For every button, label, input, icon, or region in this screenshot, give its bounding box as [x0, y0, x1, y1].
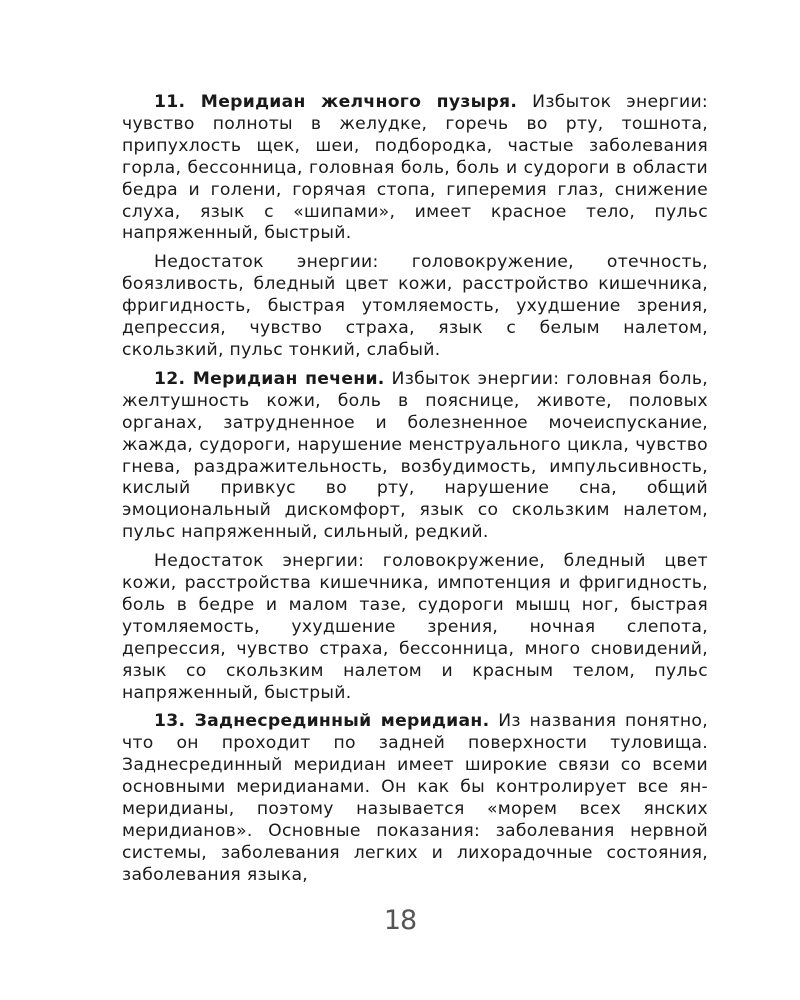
page-number: 18 [383, 905, 417, 936]
paragraph-text: Избыток энергии: головная боль, желтушность кожи, боль в пояснице, животе, половых органах, затрудненное и болезненное мочеиспускание, жажда, судороги, нарушение менструального цикла, чувство гнева, раздражительность, возбудимость, импульсивность, кислый привкус во рту, нарушение сна, общий эмоциональный дискомфорт, язык со скользким налетом, пульс напряженный, сильный, редкий. [122, 368, 709, 543]
paragraph-text: Из названия понятно, что он проходит по задней поверхности туловища. Заднесрединный меридиан имеет широкие связи со всеми основными меридианами. Он как бы контролирует все ян-меридианы, поэтому называется «морем всех янских меридианов». Основные показания: заболевания нервной системы, заболевания легких и лихорадочные состояния, заболевания языка, [122, 711, 708, 885]
paragraph-liver-deficiency [122, 551, 708, 704]
paragraph-text: Недостаток энергии: головокружение, отечность, боязливость, бледный цвет кожи, расстройство кишечника, фригидность, быстрая утомляемость, ухудшение зрения, депрессия, чувство страха, язык с белым налетом, скользкий, пульс тонкий, слабый. [122, 252, 708, 360]
paragraph-gallbladder-deficiency [122, 252, 708, 362]
paragraph-text: Недостаток энергии: головокружение, бледный цвет кожи, расстройства кишечника, импотенция и фригидность, боль в бедре и малом тазе, судороги мышц ног, быстрая утомляемость, ухудшение зрения, ночная слепота, депрессия, чувство страха, бессонница, много сновидений, язык со скользким налетом и красным телом, пульс напряженный, быстрый. [122, 551, 708, 703]
paragraph-gallbladder-excess [122, 92, 708, 245]
paragraph-text: Избыток энергии: чувство полноты в желудке, горечь во рту, тошнота, припухлость щек, шеи, подбородка, частые заболевания горла, бессонница, головная боль, боль и судороги в области бедра и голени, горячая стопа, гиперемия глаз, снижение слуха, язык с «шипами», имеет красное тело, пульс напряженный, быстрый. [122, 92, 709, 244]
heading-governing-vessel: 13. Заднесрединный меридиан. [154, 711, 490, 732]
paragraph-governing-vessel [122, 711, 708, 886]
body-text [122, 92, 708, 894]
heading-gallbladder-meridian: 11. Меридиан желчного пузыря. [154, 92, 518, 112]
heading-liver-meridian: 12. Меридиан печени. [154, 368, 385, 389]
paragraph-liver-excess [122, 369, 708, 544]
